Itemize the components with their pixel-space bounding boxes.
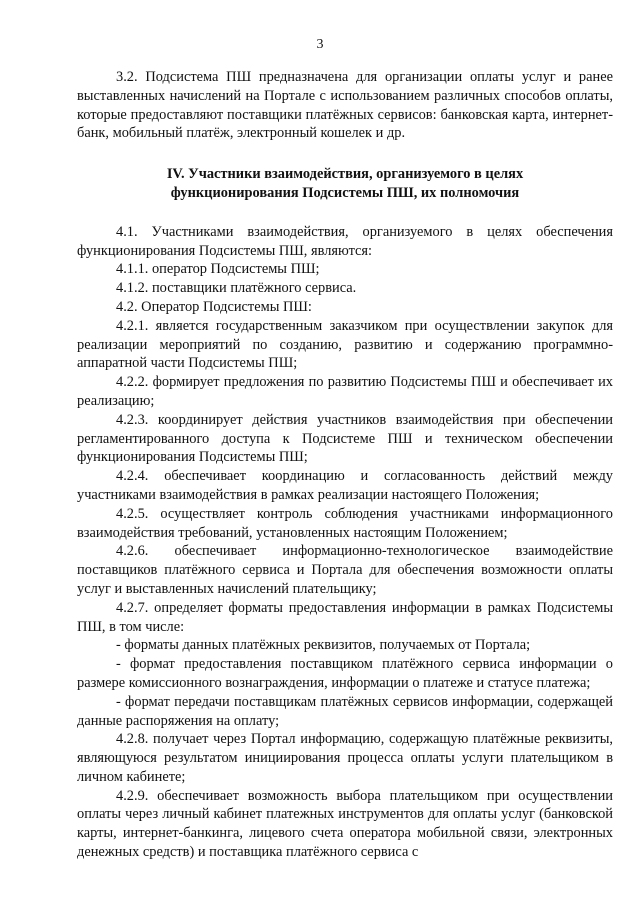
paragraph-4-1-1: 4.1.1. оператор Подсистемы ПШ; bbox=[116, 261, 320, 278]
document-body bbox=[77, 68, 613, 862]
paragraph-4-1-2: 4.1.2. поставщики платёжного сервиса. bbox=[116, 280, 357, 297]
page-number: 3 bbox=[316, 37, 324, 52]
paragraph-4-2-2: 4.2.2. формирует предложения по развитию Подсистемы ПШ и обеспечивает их реализацию; bbox=[77, 374, 613, 409]
paragraph-4-2-4: 4.2.4. обеспечивает координацию и согласованность действий между участниками взаимодействия в рамках реализации настоящего Положения; bbox=[77, 468, 613, 503]
paragraph-4-2-7: 4.2.7. определяет форматы предоставления информации в рамках Подсистемы ПШ, в том числе: bbox=[77, 599, 613, 635]
section-heading-line-2: функционирования Подсистемы ПШ, их полномочия bbox=[170, 184, 520, 201]
paragraph-4-2-3: 4.2.3. координирует действия участников взаимодействия при обеспечении регламентированного доступа к Подсистеме ПШ и техническом обеспечении функционирования Подсистемы ПШ; bbox=[77, 411, 613, 466]
paragraph-4-2-1: 4.2.1. является государственным заказчиком при осуществлении закупок для реализации мероприятий по созданию, развитию и содержанию программно-аппаратной части Подсистемы ПШ; bbox=[77, 317, 613, 372]
list-item-formats-payment-details: - форматы данных платёжных реквизитов, получаемых от Портала; bbox=[116, 637, 531, 654]
paragraph-4-2-8: 4.2.8. получает через Портал информацию, содержащую платёжные реквизиты, являющуюся результатом инициирования процесса оплаты услуги плательщиком в личном кабинете; bbox=[77, 731, 613, 785]
section-heading-line-1: IV. Участники взаимодействия, организуемого в целях bbox=[166, 166, 524, 183]
list-item-format-payment-order: - формат передачи поставщикам платёжных сервисов информации, содержащей данные распоряжения на оплату; bbox=[77, 693, 613, 729]
paragraph-4-2-5: 4.2.5. осуществляет контроль соблюдения участниками информационного взаимодействия требований, установленных настоящим Положением; bbox=[77, 505, 613, 541]
section-heading bbox=[77, 165, 613, 203]
paragraph-4-2: 4.2. Оператор Подсистемы ПШ: bbox=[116, 298, 312, 315]
list-item-format-commission-info: - формат предоставления поставщиком платёжного сервиса информации о размере комиссионного вознаграждения, информации о платеже и статусе платежа; bbox=[77, 656, 613, 691]
paragraph-4-1: 4.1. Участниками взаимодействия, организуемого в целях обеспечения функционирования Подсистемы ПШ, являются: bbox=[77, 223, 613, 259]
paragraph-4-2-9: 4.2.9. обеспечивает возможность выбора плательщиком при осуществлении оплаты через личный кабинет платежных инструментов для оплаты услуг (банковской карты, интернет-банкинга, лицевого счета оператора мобильной связи, электронных денежных средств) и поставщика платёжного сервиса с bbox=[77, 787, 613, 861]
paragraph-4-2-6: 4.2.6. обеспечивает информационно-технологическое взаимодействие поставщиков платёжного сервиса и Портала для обеспечения возможности оплаты услуг и выставленных начислений плательщику; bbox=[77, 543, 613, 597]
paragraph-3-2: 3.2. Подсистема ПШ предназначена для организации оплаты услуг и ранее выставленных начислений на Портале с использованием различных способов оплаты, которые предоставляют поставщики платёжных сервисов: банковская карта, интернет-банк, мобильный платёж, электронный кошелек и др. bbox=[77, 69, 613, 142]
